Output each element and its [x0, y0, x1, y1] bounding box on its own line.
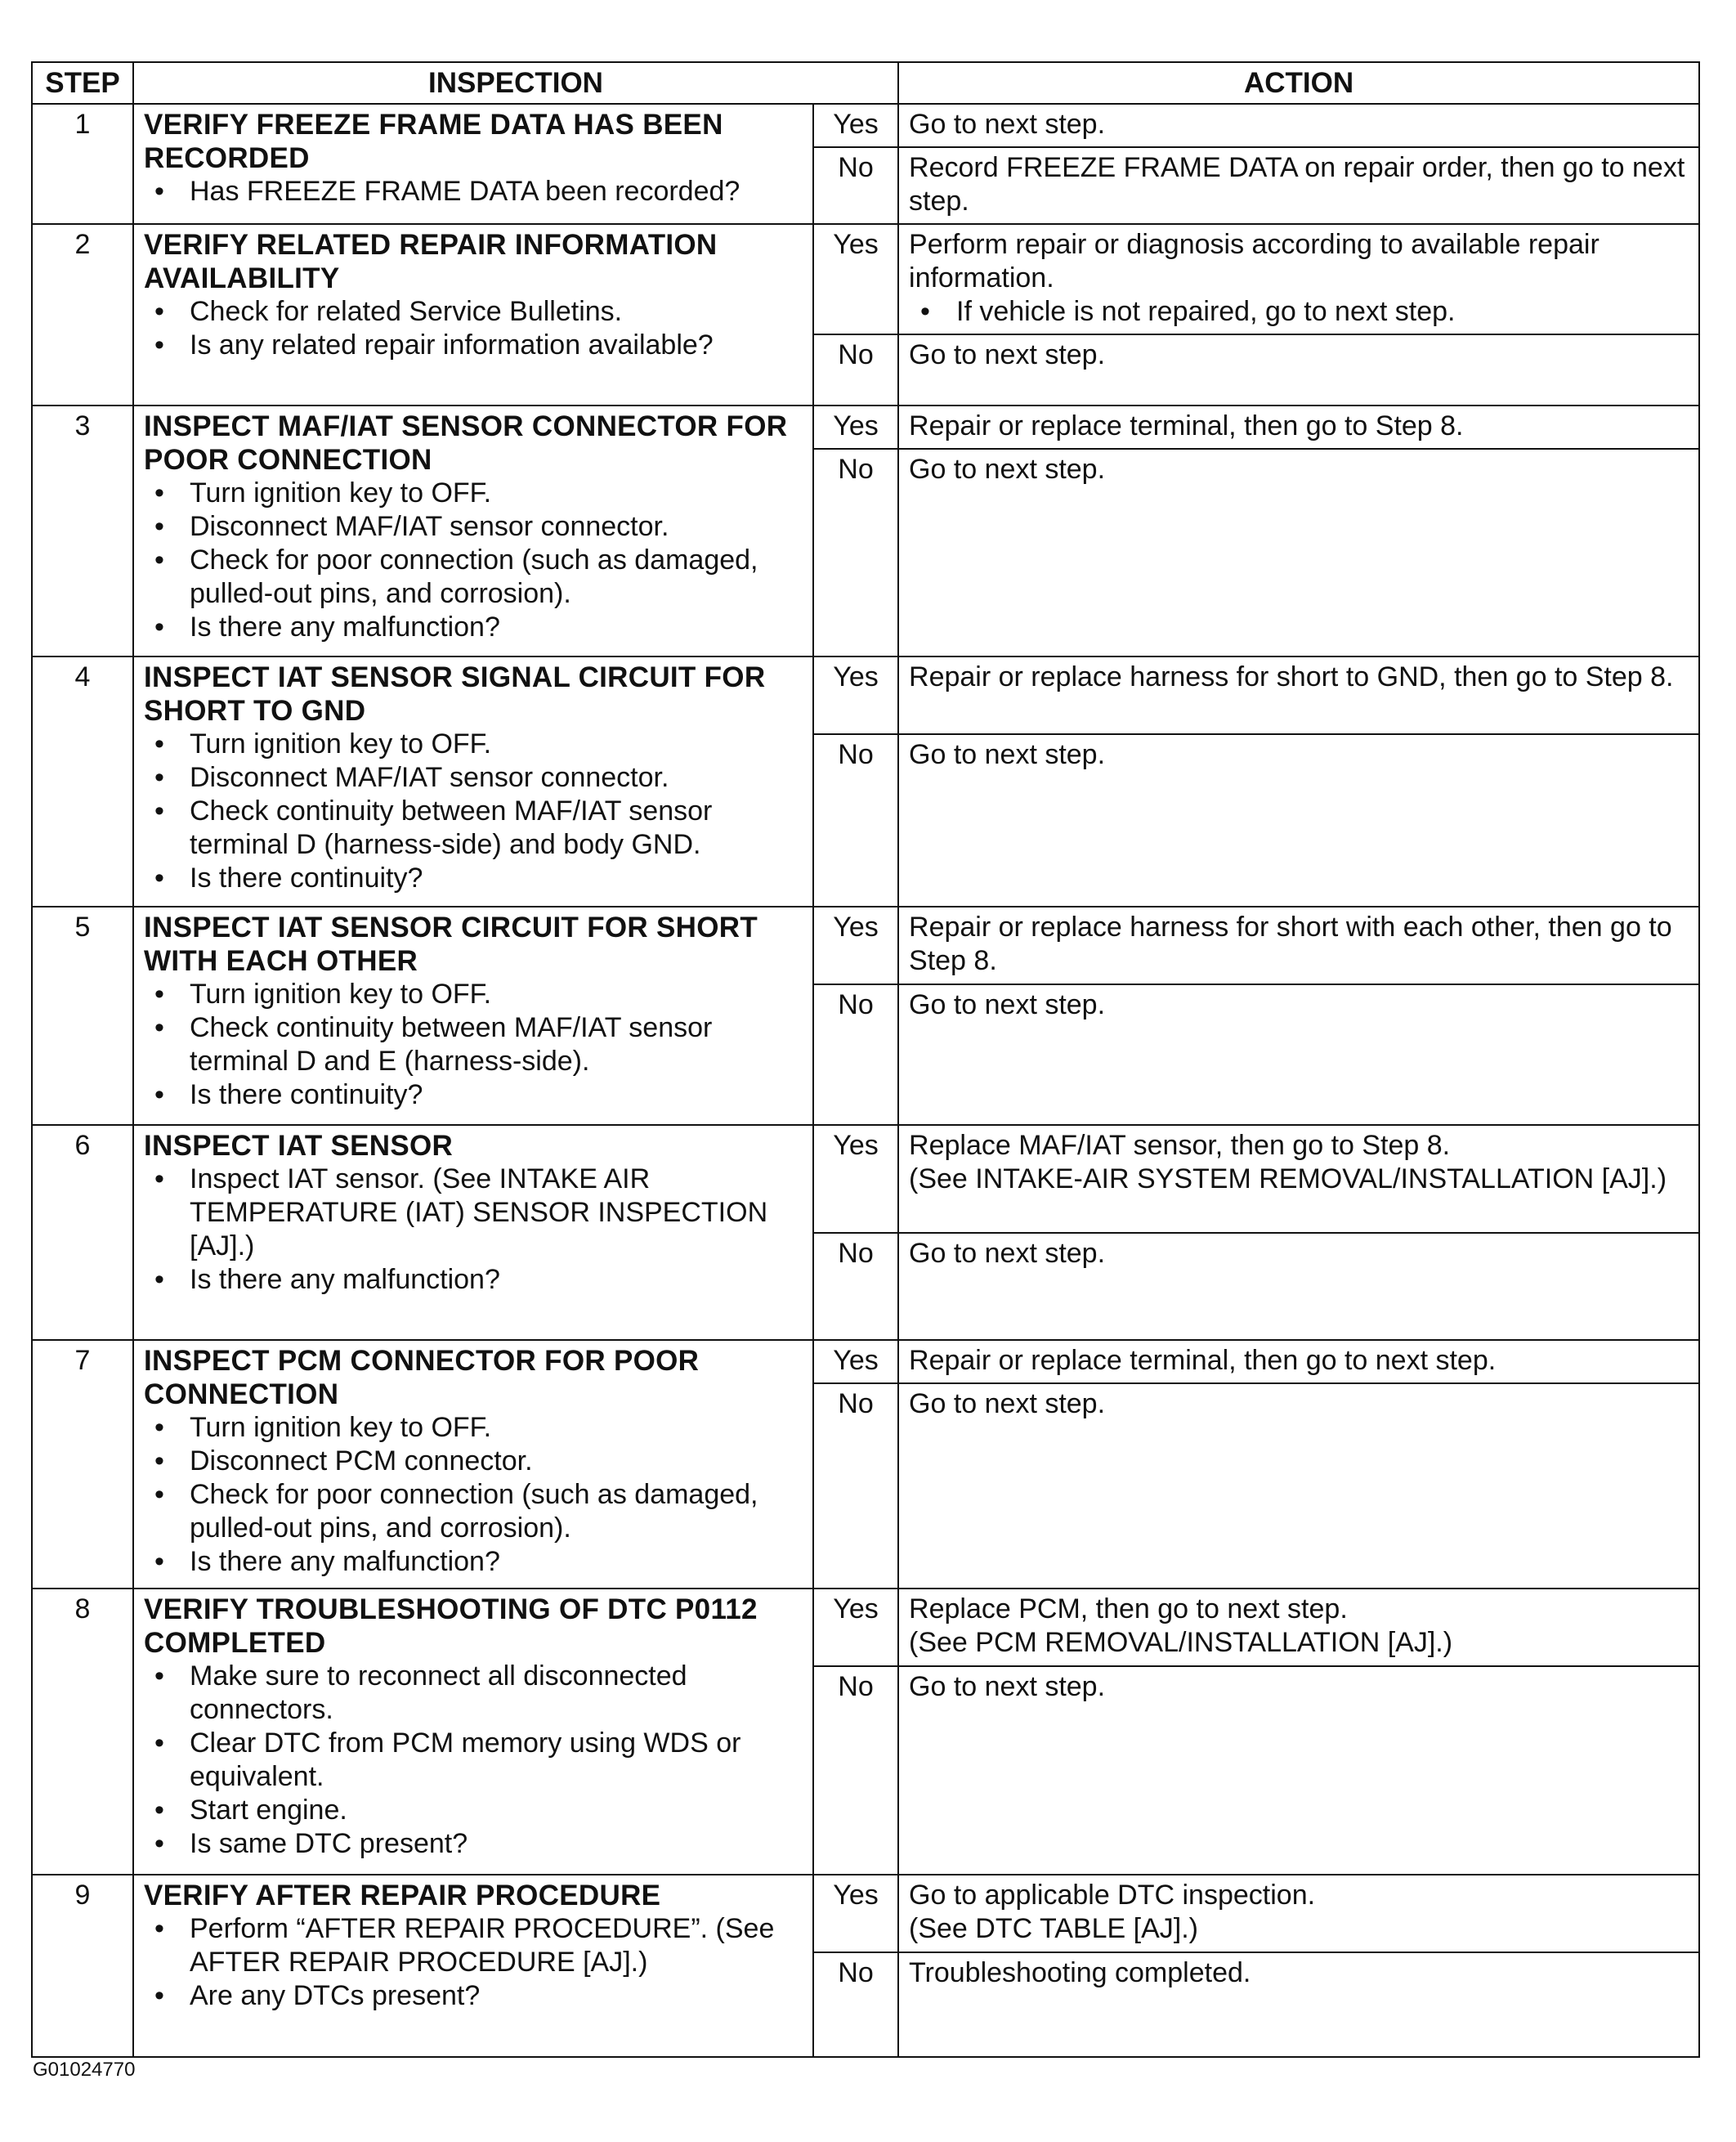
step-number: 6 [32, 1125, 133, 1340]
step-row-yes [32, 907, 1699, 984]
inspection-bullet: • Clear DTC from PCM memory using WDS or equivalent. [190, 1727, 803, 1794]
inspection-bullets [144, 728, 803, 895]
inspection-bullet: • Disconnect PCM connector. [190, 1445, 803, 1478]
no-label: No [813, 984, 898, 1125]
inspection-bullets [144, 175, 803, 208]
yes-label: Yes [813, 224, 898, 334]
inspection-bullets [144, 477, 803, 644]
yes-action-reference: (See PCM REMOVAL/INSTALLATION [AJ].) [909, 1627, 1453, 1658]
inspection-bullet: • Turn ignition key to OFF. [190, 477, 803, 510]
yes-action-text: Replace PCM, then go to next step. [909, 1593, 1348, 1624]
inspection-title: VERIFY TROUBLESHOOTING OF DTC P0112 COMPLETED [144, 1593, 758, 1659]
inspection-bullet: • Make sure to reconnect all disconnected connectors. [190, 1660, 803, 1727]
inspection-bullet: • Are any DTCs present? [190, 1979, 803, 2013]
yes-label: Yes [813, 1340, 898, 1383]
inspection-bullet: • Has FREEZE FRAME DATA been recorded? [190, 175, 803, 208]
yes-action [898, 406, 1699, 449]
step-number: 1 [32, 104, 133, 224]
inspection-bullet: • Disconnect MAF/IAT sensor connector. [190, 761, 803, 795]
inspection-bullet: • Start engine. [190, 1794, 803, 1827]
no-action: Go to next step. [898, 1233, 1699, 1340]
step-number: 2 [32, 224, 133, 406]
inspection-bullet: • Check continuity between MAF/IAT sensor terminal D (harness-side) and body GND. [190, 795, 803, 862]
header-inspection: INSPECTION [133, 62, 898, 104]
yes-label: Yes [813, 656, 898, 734]
no-action: Go to next step. [898, 984, 1699, 1125]
inspection-bullets [144, 1912, 803, 2013]
inspection-title: INSPECT IAT SENSOR CIRCUIT FOR SHORT WITH EACH OTHER [144, 912, 758, 977]
table-header-row [32, 62, 1699, 104]
step-number: 5 [32, 907, 133, 1125]
inspection-cell [133, 406, 813, 656]
no-action: Go to next step. [898, 734, 1699, 907]
yes-action-text: Go to applicable DTC inspection. [909, 1880, 1316, 1911]
no-action: Troubleshooting completed. [898, 1952, 1699, 2057]
inspection-cell [133, 1875, 813, 2057]
inspection-bullet: • Perform “AFTER REPAIR PROCEDURE”. (See AFTER REPAIR PROCEDURE [AJ].) [190, 1912, 803, 1979]
step-row-yes [32, 1125, 1699, 1233]
inspection-bullet: • Turn ignition key to OFF. [190, 1411, 803, 1445]
procedure-sheet [31, 61, 1698, 2058]
yes-action [898, 1875, 1699, 1952]
inspection-bullets [144, 1660, 803, 1861]
header-action: ACTION [898, 62, 1699, 104]
yes-label: Yes [813, 907, 898, 984]
inspection-title: VERIFY FREEZE FRAME DATA HAS BEEN RECORDED [144, 109, 723, 174]
step-row-yes [32, 1340, 1699, 1383]
step-row-yes [32, 1875, 1699, 1952]
yes-action-bullets [909, 295, 1689, 329]
no-action: Record FREEZE FRAME DATA on repair order, then go to next step. [898, 147, 1699, 224]
yes-action-text: Replace MAF/IAT sensor, then go to Step 8. [909, 1130, 1451, 1161]
yes-action-text: Repair or replace harness for short to GND, then go to Step 8. [909, 661, 1674, 692]
yes-action-text: Perform repair or diagnosis according to available repair information. [909, 229, 1600, 294]
inspection-bullet: • Is there continuity? [190, 1078, 803, 1112]
inspection-cell [133, 656, 813, 907]
no-label: No [813, 449, 898, 656]
inspection-bullet: • Is there any malfunction? [190, 1263, 803, 1297]
inspection-bullets [144, 978, 803, 1112]
yes-action [898, 224, 1699, 334]
no-action: Go to next step. [898, 449, 1699, 656]
inspection-bullet: • Is there any malfunction? [190, 1545, 803, 1579]
step-number: 7 [32, 1340, 133, 1589]
inspection-title: VERIFY RELATED REPAIR INFORMATION AVAILABILITY [144, 229, 718, 294]
step-row-yes [32, 1589, 1699, 1666]
step-number: 4 [32, 656, 133, 907]
yes-action [898, 907, 1699, 984]
yes-action-reference: (See DTC TABLE [AJ].) [909, 1913, 1198, 1944]
yes-action [898, 1589, 1699, 1666]
no-label: No [813, 147, 898, 224]
inspection-bullet: • Is there any malfunction? [190, 611, 803, 644]
no-label: No [813, 1666, 898, 1875]
yes-action-text: Repair or replace terminal, then go to next step. [909, 1345, 1497, 1376]
step-row-yes [32, 406, 1699, 449]
inspection-bullets [144, 295, 803, 362]
no-action: Go to next step. [898, 334, 1699, 406]
inspection-bullet: • Is any related repair information available? [190, 329, 803, 362]
yes-action-text: Repair or replace harness for short with each other, then go to Step 8. [909, 912, 1672, 976]
yes-action-reference: (See INTAKE-AIR SYSTEM REMOVAL/INSTALLATION [AJ].) [909, 1163, 1667, 1194]
inspection-title: VERIFY AFTER REPAIR PROCEDURE [144, 1880, 661, 1911]
inspection-bullet: • Check continuity between MAF/IAT sensor terminal D and E (harness-side). [190, 1011, 803, 1078]
yes-action-bullet: • If vehicle is not repaired, go to next step. [956, 295, 1689, 329]
no-label: No [813, 1383, 898, 1589]
inspection-title: INSPECT PCM CONNECTOR FOR POOR CONNECTION [144, 1345, 700, 1410]
yes-label: Yes [813, 1125, 898, 1233]
diagnostic-procedure-table [31, 61, 1700, 2058]
yes-action-text: Repair or replace terminal, then go to Step 8. [909, 410, 1464, 441]
yes-label: Yes [813, 1589, 898, 1666]
no-action: Go to next step. [898, 1666, 1699, 1875]
yes-action [898, 1340, 1699, 1383]
inspection-title: INSPECT MAF/IAT SENSOR CONNECTOR FOR POOR CONNECTION [144, 410, 788, 476]
inspection-bullet: • Turn ignition key to OFF. [190, 978, 803, 1011]
step-row-yes [32, 656, 1699, 734]
inspection-bullets [144, 1411, 803, 1579]
inspection-cell [133, 907, 813, 1125]
inspection-title: INSPECT IAT SENSOR [144, 1130, 454, 1162]
figure-code: G01024770 [33, 2059, 136, 2081]
yes-action [898, 1125, 1699, 1233]
inspection-bullet: • Check for poor connection (such as damaged, pulled-out pins, and corrosion). [190, 544, 803, 611]
yes-action-text: Go to next step. [909, 109, 1106, 140]
inspection-bullet: • Check for related Service Bulletins. [190, 295, 803, 329]
step-row-yes [32, 104, 1699, 147]
no-label: No [813, 1233, 898, 1340]
inspection-cell [133, 1125, 813, 1340]
inspection-bullet: • Is same DTC present? [190, 1827, 803, 1861]
inspection-cell [133, 1589, 813, 1875]
header-step: STEP [32, 62, 133, 104]
step-number: 3 [32, 406, 133, 656]
inspection-bullet: • Inspect IAT sensor. (See INTAKE AIR TEMPERATURE (IAT) SENSOR INSPECTION [AJ].) [190, 1163, 803, 1263]
yes-action [898, 656, 1699, 734]
inspection-bullet: • Turn ignition key to OFF. [190, 728, 803, 761]
step-number: 8 [32, 1589, 133, 1875]
yes-label: Yes [813, 104, 898, 147]
inspection-title: INSPECT IAT SENSOR SIGNAL CIRCUIT FOR SHORT TO GND [144, 661, 766, 727]
no-action: Go to next step. [898, 1383, 1699, 1589]
yes-label: Yes [813, 1875, 898, 1952]
inspection-cell [133, 224, 813, 406]
inspection-bullets [144, 1163, 803, 1297]
inspection-cell [133, 104, 813, 224]
step-number: 9 [32, 1875, 133, 2057]
inspection-bullet: • Disconnect MAF/IAT sensor connector. [190, 510, 803, 544]
inspection-cell [133, 1340, 813, 1589]
step-row-yes [32, 224, 1699, 334]
no-label: No [813, 334, 898, 406]
inspection-bullet: • Is there continuity? [190, 862, 803, 895]
yes-label: Yes [813, 406, 898, 449]
yes-action [898, 104, 1699, 147]
no-label: No [813, 1952, 898, 2057]
no-label: No [813, 734, 898, 907]
inspection-bullet: • Check for poor connection (such as damaged, pulled-out pins, and corrosion). [190, 1478, 803, 1545]
